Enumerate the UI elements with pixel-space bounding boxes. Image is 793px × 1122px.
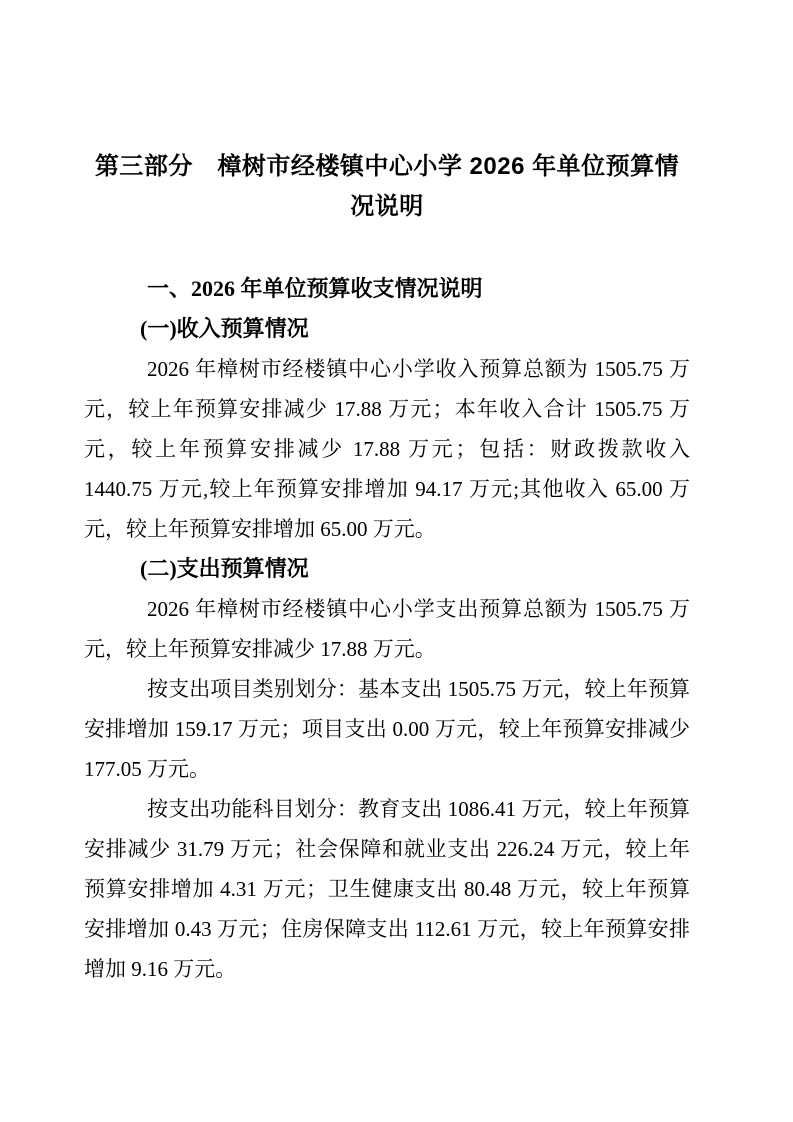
sub-heading-income-budget: (一)收入预算情况	[140, 316, 309, 341]
document-title: 第三部分 樟树市经楼镇中心小学 2026 年单位预算情况说明	[94, 153, 680, 220]
sub-heading-expenditure-budget: (二)支出预算情况	[140, 556, 309, 581]
paragraph-expenditure-total: 2026 年樟树市经楼镇中心小学支出预算总额为 1505.75 万元，较上年预算安排减少 17.88 万元。	[84, 597, 690, 661]
section-heading-budget-overview: 一、2026 年单位预算收支情况说明	[147, 276, 483, 301]
paragraph-income-budget: 2026 年樟树市经楼镇中心小学收入预算总额为 1505.75 万元，较上年预算安排减少 17.88 万元；本年收入合计 1505.75 万元，较上年预算安排减少 17.88 万元；包括：财政拨款收入 1440.75 万元,较上年预算安排增加 94.17 万元;其他收入 65.00 万元，较上年预算安排增加 65.00 万元。	[84, 357, 690, 541]
paragraph-expenditure-by-function: 按支出功能科目划分：教育支出 1086.41 万元，较上年预算安排减少 31.79 万元；社会保障和就业支出 226.24 万元，较上年预算安排增加 4.31 万元；卫生健康支出 80.48 万元，较上年预算安排增加 0.43 万元；住房保障支出 112.61 万元，较上年预算安排增加 9.16 万元。	[84, 797, 690, 981]
paragraph-expenditure-by-type: 按支出项目类别划分：基本支出 1505.75 万元，较上年预算安排增加 159.17 万元；项目支出 0.00 万元，较上年预算安排减少 177.05 万元。	[84, 677, 690, 781]
